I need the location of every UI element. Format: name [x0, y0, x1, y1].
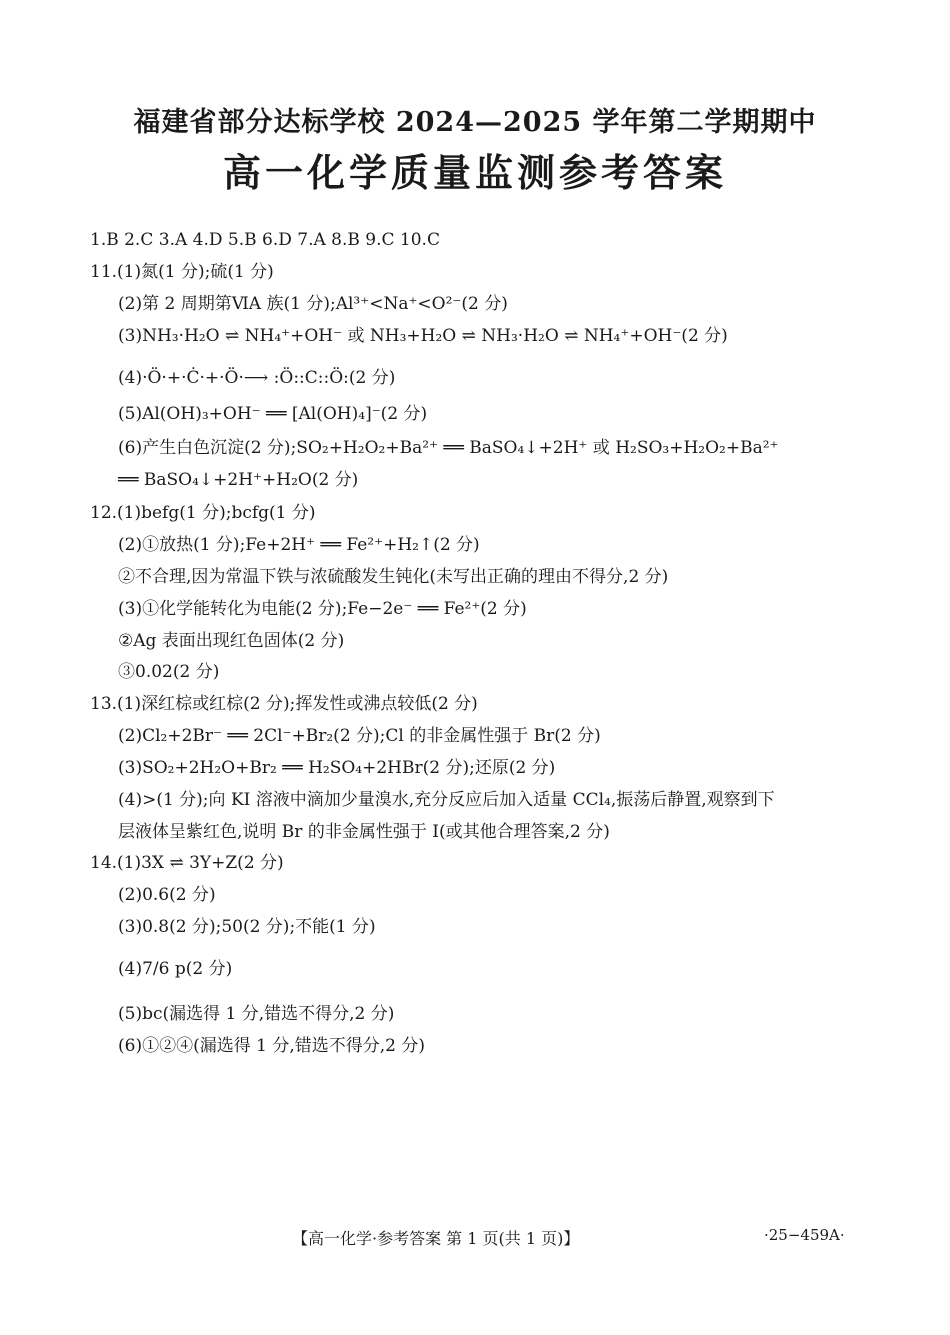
q14-part3: (3)0.8(2 分);50(2 分);不能(1 分)	[118, 917, 376, 937]
q14-part6: (6)①②④(漏选得 1 分,错选不得分,2 分)	[118, 1036, 425, 1056]
q13-part3: (3)SO₂+2H₂O+Br₂ ══ H₂SO₄+2HBr(2 分);还原(2 分)	[118, 758, 556, 778]
document-title-line2: 高一化学质量监测参考答案	[222, 150, 727, 195]
q12-part3-sub3: ③0.02(2 分)	[118, 662, 220, 682]
q14-part4: (4)7/6 p(2 分)	[118, 959, 233, 979]
q12-part3-sub2: ②Ag 表面出现红色固体(2 分)	[118, 631, 345, 651]
q11-part6-line1: (6)产生白色沉淀(2 分);SO₂+H₂O₂+Ba²⁺ ══ BaSO₄↓+2H⁺ 或 H₂SO₃+H₂O₂+Ba²⁺	[118, 438, 779, 458]
q13-part4-line2: 层液体呈紫红色,说明 Br 的非金属性强于 I(或其他合理答案,2 分)	[118, 822, 610, 842]
q11-part1: 11.(1)氮(1 分);硫(1 分)	[90, 262, 274, 282]
q14-part2: (2)0.6(2 分)	[118, 885, 216, 905]
document-title-line1: 福建省部分达标学校 2024—2025 学年第二学期期中	[133, 107, 817, 138]
q14-part5: (5)bc(漏选得 1 分,错选不得分,2 分)	[118, 1004, 395, 1024]
q13-part1: 13.(1)深红棕或红棕(2 分);挥发性或沸点较低(2 分)	[90, 694, 478, 714]
q12-part2: (2)①放热(1 分);Fe+2H⁺ ══ Fe²⁺+H₂↑(2 分)	[118, 535, 480, 555]
q11-part4: (4)·Ö·+·Ċ·+·Ö·⟶ :Ö::C::Ö:(2 分)	[118, 368, 396, 388]
multiple-choice-answers: 1.B 2.C 3.A 4.D 5.B 6.D 7.A 8.B 9.C 10.C	[90, 230, 440, 250]
q13-part4-line1: (4)>(1 分);向 KI 溶液中滴加少量溴水,充分反应后加入适量 CCl₄,振荡后静置,观察到下	[118, 790, 775, 810]
q11-part3: (3)NH₃·H₂O ⇌ NH₄⁺+OH⁻ 或 NH₃+H₂O ⇌ NH₃·H₂O ⇌ NH₄⁺+OH⁻(2 分)	[118, 326, 728, 346]
q13-part2: (2)Cl₂+2Br⁻ ══ 2Cl⁻+Br₂(2 分);Cl 的非金属性强于 Br(2 分)	[118, 726, 601, 746]
q14-part1: 14.(1)3X ⇌ 3Y+Z(2 分)	[90, 853, 284, 873]
q11-part6-line2: ══ BaSO₄↓+2H⁺+H₂O(2 分)	[118, 470, 359, 490]
q12-part1: 12.(1)befg(1 分);bcfg(1 分)	[90, 503, 316, 523]
footer-code: ·25−459A·	[764, 1226, 845, 1244]
q12-part3: (3)①化学能转化为电能(2 分);Fe−2e⁻ ══ Fe²⁺(2 分)	[118, 599, 527, 619]
q12-part2-sub2: ②不合理,因为常温下铁与浓硫酸发生钝化(未写出正确的理由不得分,2 分)	[118, 567, 669, 587]
q11-part2: (2)第 2 周期第ⅥA 族(1 分);Al³⁺<Na⁺<O²⁻(2 分)	[118, 294, 508, 314]
footer-title: 【高一化学·参考答案 第 1 页(共 1 页)】	[292, 1229, 580, 1248]
q11-part5: (5)Al(OH)₃+OH⁻ ══ [Al(OH)₄]⁻(2 分)	[118, 404, 428, 424]
